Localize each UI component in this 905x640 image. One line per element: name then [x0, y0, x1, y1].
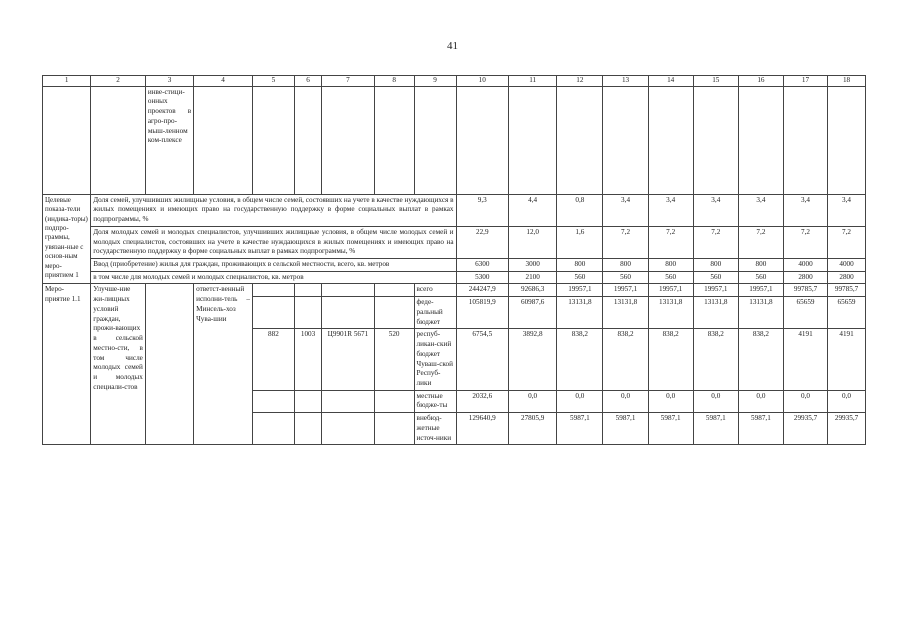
funding-source: всего [414, 284, 456, 297]
cell [294, 86, 321, 194]
cell [91, 86, 146, 194]
cell [194, 86, 253, 194]
funding-value: 5987,1 [557, 413, 603, 445]
funding-value: 0,0 [603, 390, 648, 412]
indicator-value: 12,0 [509, 226, 557, 258]
column-number: 4 [194, 76, 253, 87]
cell [374, 297, 414, 329]
column-number: 6 [294, 76, 321, 87]
funding-value: 5987,1 [738, 413, 783, 445]
indicator-value: 3,4 [738, 194, 783, 226]
funding-value: 99785,7 [828, 284, 866, 297]
funding-value: 244247,9 [456, 284, 508, 297]
indicator-value: 7,2 [738, 226, 783, 258]
funding-value: 27805,9 [509, 413, 557, 445]
funding-value: 13131,8 [738, 297, 783, 329]
column-number: 14 [648, 76, 693, 87]
funding-value: 0,0 [738, 390, 783, 412]
cell [738, 86, 783, 194]
indicator-value: 4000 [828, 259, 866, 272]
funding-value: 0,0 [783, 390, 827, 412]
cell [322, 390, 374, 412]
cell [374, 390, 414, 412]
indicator-value: 0,8 [557, 194, 603, 226]
indicator-value: 3,4 [648, 194, 693, 226]
funding-value: 0,0 [648, 390, 693, 412]
funding-value: 19957,1 [603, 284, 648, 297]
column-number: 15 [693, 76, 738, 87]
column-number: 11 [509, 76, 557, 87]
indicator-value: 3,4 [783, 194, 827, 226]
funding-value: 99785,7 [783, 284, 827, 297]
column-number: 13 [603, 76, 648, 87]
indicator-value: 560 [603, 271, 648, 284]
column-number: 2 [91, 76, 146, 87]
cell [414, 86, 456, 194]
funding-value: 4191 [783, 329, 827, 390]
indicator-value: 4000 [783, 259, 827, 272]
indicator-value: 560 [738, 271, 783, 284]
cell [294, 297, 321, 329]
funding-value: 13131,8 [648, 297, 693, 329]
indicator-value: 7,2 [693, 226, 738, 258]
indicator-text: Доля молодых семей и молодых специалистов, улучшивших жилищные условия, в общем числе молодых семей и молодых специалистов, состоявших на учете в качестве нуждающихся в жилых помещениях и имеющих право на государственную поддержку в форме социальных выплат в рамках подпрограммы, % [91, 226, 456, 258]
cell [648, 86, 693, 194]
funding-value: 838,2 [603, 329, 648, 390]
funding-value: 19957,1 [557, 284, 603, 297]
indicator-value: 3,4 [828, 194, 866, 226]
cell [374, 413, 414, 445]
column-number: 8 [374, 76, 414, 87]
measure-description: Улучше-ние жи-лищных условий граждан, прожи-вающих в сельской местно-сти, в том числе молодых семей и молодых специали-стов [91, 284, 146, 445]
cell [294, 413, 321, 445]
funding-value: 19957,1 [693, 284, 738, 297]
measure-label: Меро-приятие 1.1 [43, 284, 91, 445]
funding-value: 60987,6 [509, 297, 557, 329]
column-number: 17 [783, 76, 827, 87]
funding-value: 838,2 [648, 329, 693, 390]
indicator-value: 7,2 [648, 226, 693, 258]
funding-value: 838,2 [557, 329, 603, 390]
cell [322, 284, 374, 297]
funding-source: внебюд-жетные источ-ники [414, 413, 456, 445]
funding-value: 6754,5 [456, 329, 508, 390]
indicator-row [43, 226, 866, 258]
indicator-row [43, 271, 866, 284]
column-number: 5 [252, 76, 294, 87]
indicator-value: 560 [557, 271, 603, 284]
funding-value: 2032,6 [456, 390, 508, 412]
indicator-value: 9,3 [456, 194, 508, 226]
cell [509, 86, 557, 194]
funding-value: 13131,8 [603, 297, 648, 329]
program-table [42, 75, 866, 445]
funding-value: 3892,8 [509, 329, 557, 390]
column-number-row [43, 76, 866, 87]
cell [322, 297, 374, 329]
column-number: 1 [43, 76, 91, 87]
funding-value: 5987,1 [603, 413, 648, 445]
funding-source: феде-ральный бюджет [414, 297, 456, 329]
funding-value: 29935,7 [828, 413, 866, 445]
indicator-value: 800 [738, 259, 783, 272]
indicator-value: 800 [648, 259, 693, 272]
cell [693, 86, 738, 194]
cell [603, 86, 648, 194]
funding-value: 4191 [828, 329, 866, 390]
cell [322, 86, 374, 194]
indicator-value: 5300 [456, 271, 508, 284]
measure-funding-row [43, 284, 866, 297]
cell [783, 86, 827, 194]
funding-value: 13131,8 [557, 297, 603, 329]
indicator-value: 3,4 [603, 194, 648, 226]
indicator-value: 3000 [509, 259, 557, 272]
indicator-value: 6300 [456, 259, 508, 272]
cell [374, 86, 414, 194]
cell [252, 413, 294, 445]
csr-code: Ц9901R 5671 [322, 329, 374, 390]
funding-value: 838,2 [738, 329, 783, 390]
indicator-text: Доля семей, улучшивших жилищные условия, в общем числе семей, состоявших на учете в качестве нуждающихся в жилых помещениях и имеющих право на государственную поддержку в форме социальных выплат в рамках подпрограммы, % [91, 194, 456, 226]
indicator-value: 2800 [828, 271, 866, 284]
column-number: 9 [414, 76, 456, 87]
grbs-code: 882 [252, 329, 294, 390]
page-number: 41 [447, 40, 458, 52]
column-number: 7 [322, 76, 374, 87]
funding-value: 92686,3 [509, 284, 557, 297]
responsible-executor: ответст-венный исполни-тель – Минсель-хоз Чува-шии [194, 284, 253, 445]
indicator-value: 800 [693, 259, 738, 272]
funding-value: 13131,8 [693, 297, 738, 329]
cell [294, 390, 321, 412]
funding-value: 19957,1 [648, 284, 693, 297]
cell [252, 86, 294, 194]
funding-value: 129640,9 [456, 413, 508, 445]
cell [252, 297, 294, 329]
indicator-value: 2100 [509, 271, 557, 284]
cell [374, 284, 414, 297]
indicator-value: 1,6 [557, 226, 603, 258]
indicator-value: 7,2 [603, 226, 648, 258]
cell [828, 86, 866, 194]
indicator-value: 4,4 [509, 194, 557, 226]
column-number: 12 [557, 76, 603, 87]
funding-value: 0,0 [557, 390, 603, 412]
vr-code: 520 [374, 329, 414, 390]
funding-value: 65659 [828, 297, 866, 329]
funding-value: 105819,9 [456, 297, 508, 329]
column-number: 10 [456, 76, 508, 87]
column-number: 3 [145, 76, 193, 87]
indicator-value: 22,9 [456, 226, 508, 258]
cell [456, 86, 508, 194]
funding-source: респуб-ликан-ский бюджет Чуваш-ской Респуб-лики [414, 329, 456, 390]
cell [43, 86, 91, 194]
targets-label: Целевые показа-тели (индика-торы) подпро-граммы, увязан-ные с основ-ным меро-приятием 1 [43, 194, 91, 284]
funding-value: 5987,1 [648, 413, 693, 445]
funding-value: 65659 [783, 297, 827, 329]
column-number: 16 [738, 76, 783, 87]
indicator-row [43, 259, 866, 272]
indicator-value: 7,2 [828, 226, 866, 258]
funding-value: 29935,7 [783, 413, 827, 445]
cell [322, 413, 374, 445]
funding-value: 838,2 [693, 329, 738, 390]
funding-value: 0,0 [509, 390, 557, 412]
cell [145, 284, 193, 445]
continuation-row [43, 86, 866, 194]
cell [252, 390, 294, 412]
funding-value: 5987,1 [693, 413, 738, 445]
rzpr-code: 1003 [294, 329, 321, 390]
cell [294, 284, 321, 297]
funding-value: 0,0 [693, 390, 738, 412]
indicator-text: в том числе для молодых семей и молодых специалистов, кв. метров [91, 271, 456, 284]
funding-source: местные бюдже-ты [414, 390, 456, 412]
indicator-value: 560 [693, 271, 738, 284]
cell [557, 86, 603, 194]
indicator-row [43, 194, 866, 226]
indicator-value: 2800 [783, 271, 827, 284]
column-number: 18 [828, 76, 866, 87]
indicator-text: Ввод (приобретение) жилья для граждан, проживающих в сельской местности, всего, кв. метров [91, 259, 456, 272]
indicator-value: 560 [648, 271, 693, 284]
funding-value: 0,0 [828, 390, 866, 412]
indicator-value: 800 [557, 259, 603, 272]
investment-projects-text: инве-стици-онных проектов в агро-про-мыш-ленном ком-плексе [145, 86, 193, 194]
cell [252, 284, 294, 297]
indicator-value: 7,2 [783, 226, 827, 258]
funding-value: 19957,1 [738, 284, 783, 297]
indicator-value: 800 [603, 259, 648, 272]
indicator-value: 3,4 [693, 194, 738, 226]
